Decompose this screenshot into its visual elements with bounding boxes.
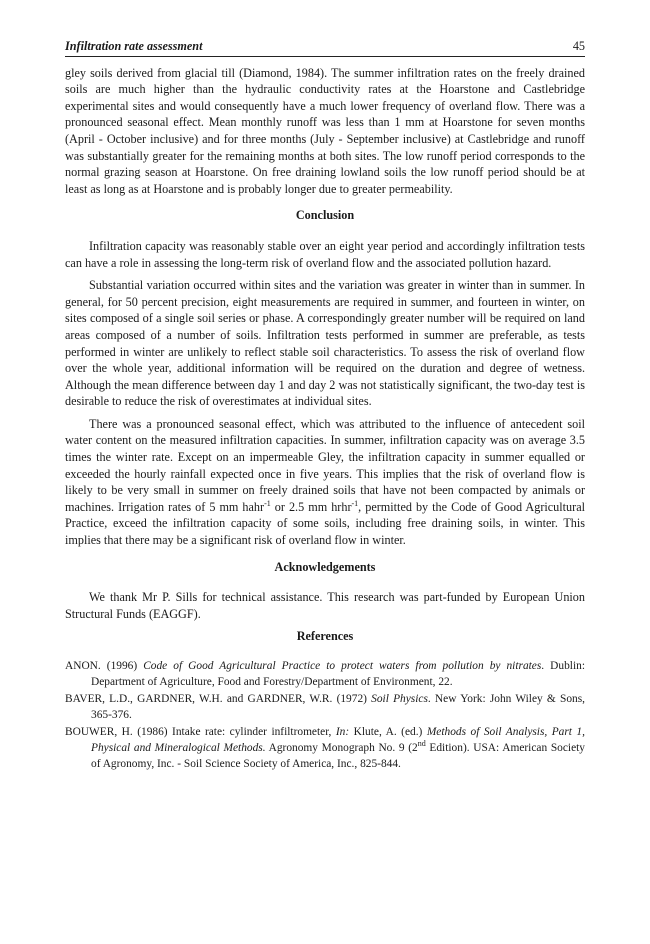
reference-item <box>65 659 585 690</box>
acknowledgements-heading: Acknowledgements <box>274 559 376 574</box>
reference-item <box>65 692 585 723</box>
superscript: nd <box>417 739 426 749</box>
intro-paragraph: gley soils derived from glacial till (Diamond, 1984). The summer infiltration rates on the freely drained soils are much higher than the hydraulic conductivity rates at the Hoarstone and Castlebridge experimental sites and would consequently have a much lower frequency of overland flow. There was a pronounced seasonal effect. Mean monthly runoff was less than 1 mm at Hoarstone for seven months (April - October inclusive) and for three months (July - September inclusive) at Castlebridge and runoff was substantially greater for the remaining months at both sites. The low runoff period corresponds to the normal grazing season at Hoarstone. On free draining lowland soils the low runoff period should be at least as long as at Hoarstone and is probably longer due to greater permeability. <box>65 65 585 196</box>
text-run: In: <box>335 726 350 739</box>
reference-title: Methods of Soil Analysis, Part 1, Physical and Mineralogical Methods. <box>91 726 585 754</box>
text-run: . Dublin: Department of Agriculture, Food and Forestry/Department of Environment, 22. <box>91 660 585 688</box>
reference-list <box>65 659 585 772</box>
text-run: BAVER, L.D., GARDNER, W.H. and GARDNER, W.R. (1972) <box>65 693 372 706</box>
page <box>65 38 585 774</box>
text-run: or 2.5 mm hrhr <box>270 499 352 514</box>
reference-title: Soil Physics <box>371 693 428 706</box>
superscript: -1 <box>264 498 271 508</box>
text-run: . New York: John Wiley & Sons, 365-376. <box>91 693 585 721</box>
conclusion-heading: Conclusion <box>295 208 355 223</box>
superscript: -1 <box>351 498 359 508</box>
acknowledgements-text: We thank Mr P. Sills for technical assistance. This research was part-funded by European Union Structural Funds (EAGGF). <box>65 590 585 621</box>
conclusion-paragraph-1: Infiltration capacity was reasonably stable over an eight year period and accordingly infiltration tests can have a role in assessing the long-term risk of overland flow and the associated pollution hazard. <box>65 238 585 270</box>
text-run: There was a pronounced seasonal effect, which was attributed to the influence of antecedent soil water content on the measured infiltration capacities. In summer, infiltration capacity was on average 3.5 times the winter rate. Except on an impermeable Gley, the infiltration capacity in summer equalled or exceeded the hourly rainfall expected once in five years. This implies that the risk of overland flow is likely to be very small in summer on freely drained soils that have not been compacted by animals or machines. Irrigation rates of 5 mm hahr <box>65 416 585 514</box>
reference-item <box>65 725 585 772</box>
conclusion-paragraph-3 <box>65 416 585 549</box>
text-run: Agronomy Monograph No. 9 (2 <box>265 741 418 754</box>
text-run: Edition). USA: American Society of Agronomy, Inc. - Soil Science Society of America, Inc., 825-844. <box>91 741 585 770</box>
reference-title: Code of Good Agricultural Practice to protect waters from pollution by nitrates <box>143 660 542 672</box>
running-header <box>65 38 585 57</box>
references-heading: References <box>296 629 354 644</box>
conclusion-paragraph-2: Substantial variation occurred within sites and the variation was greater in winter than in summer. In general, for 50 percent precision, eight measurements are required in summer, and fourteen in winter, on sites composed of a single soil series or phase. A correspondingly greater number will be required on land areas composed of a number of soils. Infiltration tests performed in summer are preferable, as tests performed in winter are unlikely to reflect stable soil characteristics. To assess the risk of overland flow over the whole year, additional information will be required on the duration and degree of wetness. Although the mean difference between day 1 and day 2 was not statistically significant, the two-day test is desirable to reduce the risk of overestimates at individual sites. <box>65 278 585 409</box>
text-run: , permitted by the Code of Good Agricultural Practice, exceed the infiltration capacity of some soils, including free draining soils, in winter. This implies that there may be a significant risk of overland flow in winter. <box>65 499 585 548</box>
text-run: BOUWER, H. (1986) Intake rate: cylinder infiltrometer, <box>65 726 336 739</box>
text-run: ANON. (1996) <box>65 660 144 672</box>
running-title: Infiltration rate assessment <box>65 39 203 53</box>
page-number: 45 <box>572 39 585 53</box>
text-run: Klute, A. (ed.) <box>349 726 427 739</box>
